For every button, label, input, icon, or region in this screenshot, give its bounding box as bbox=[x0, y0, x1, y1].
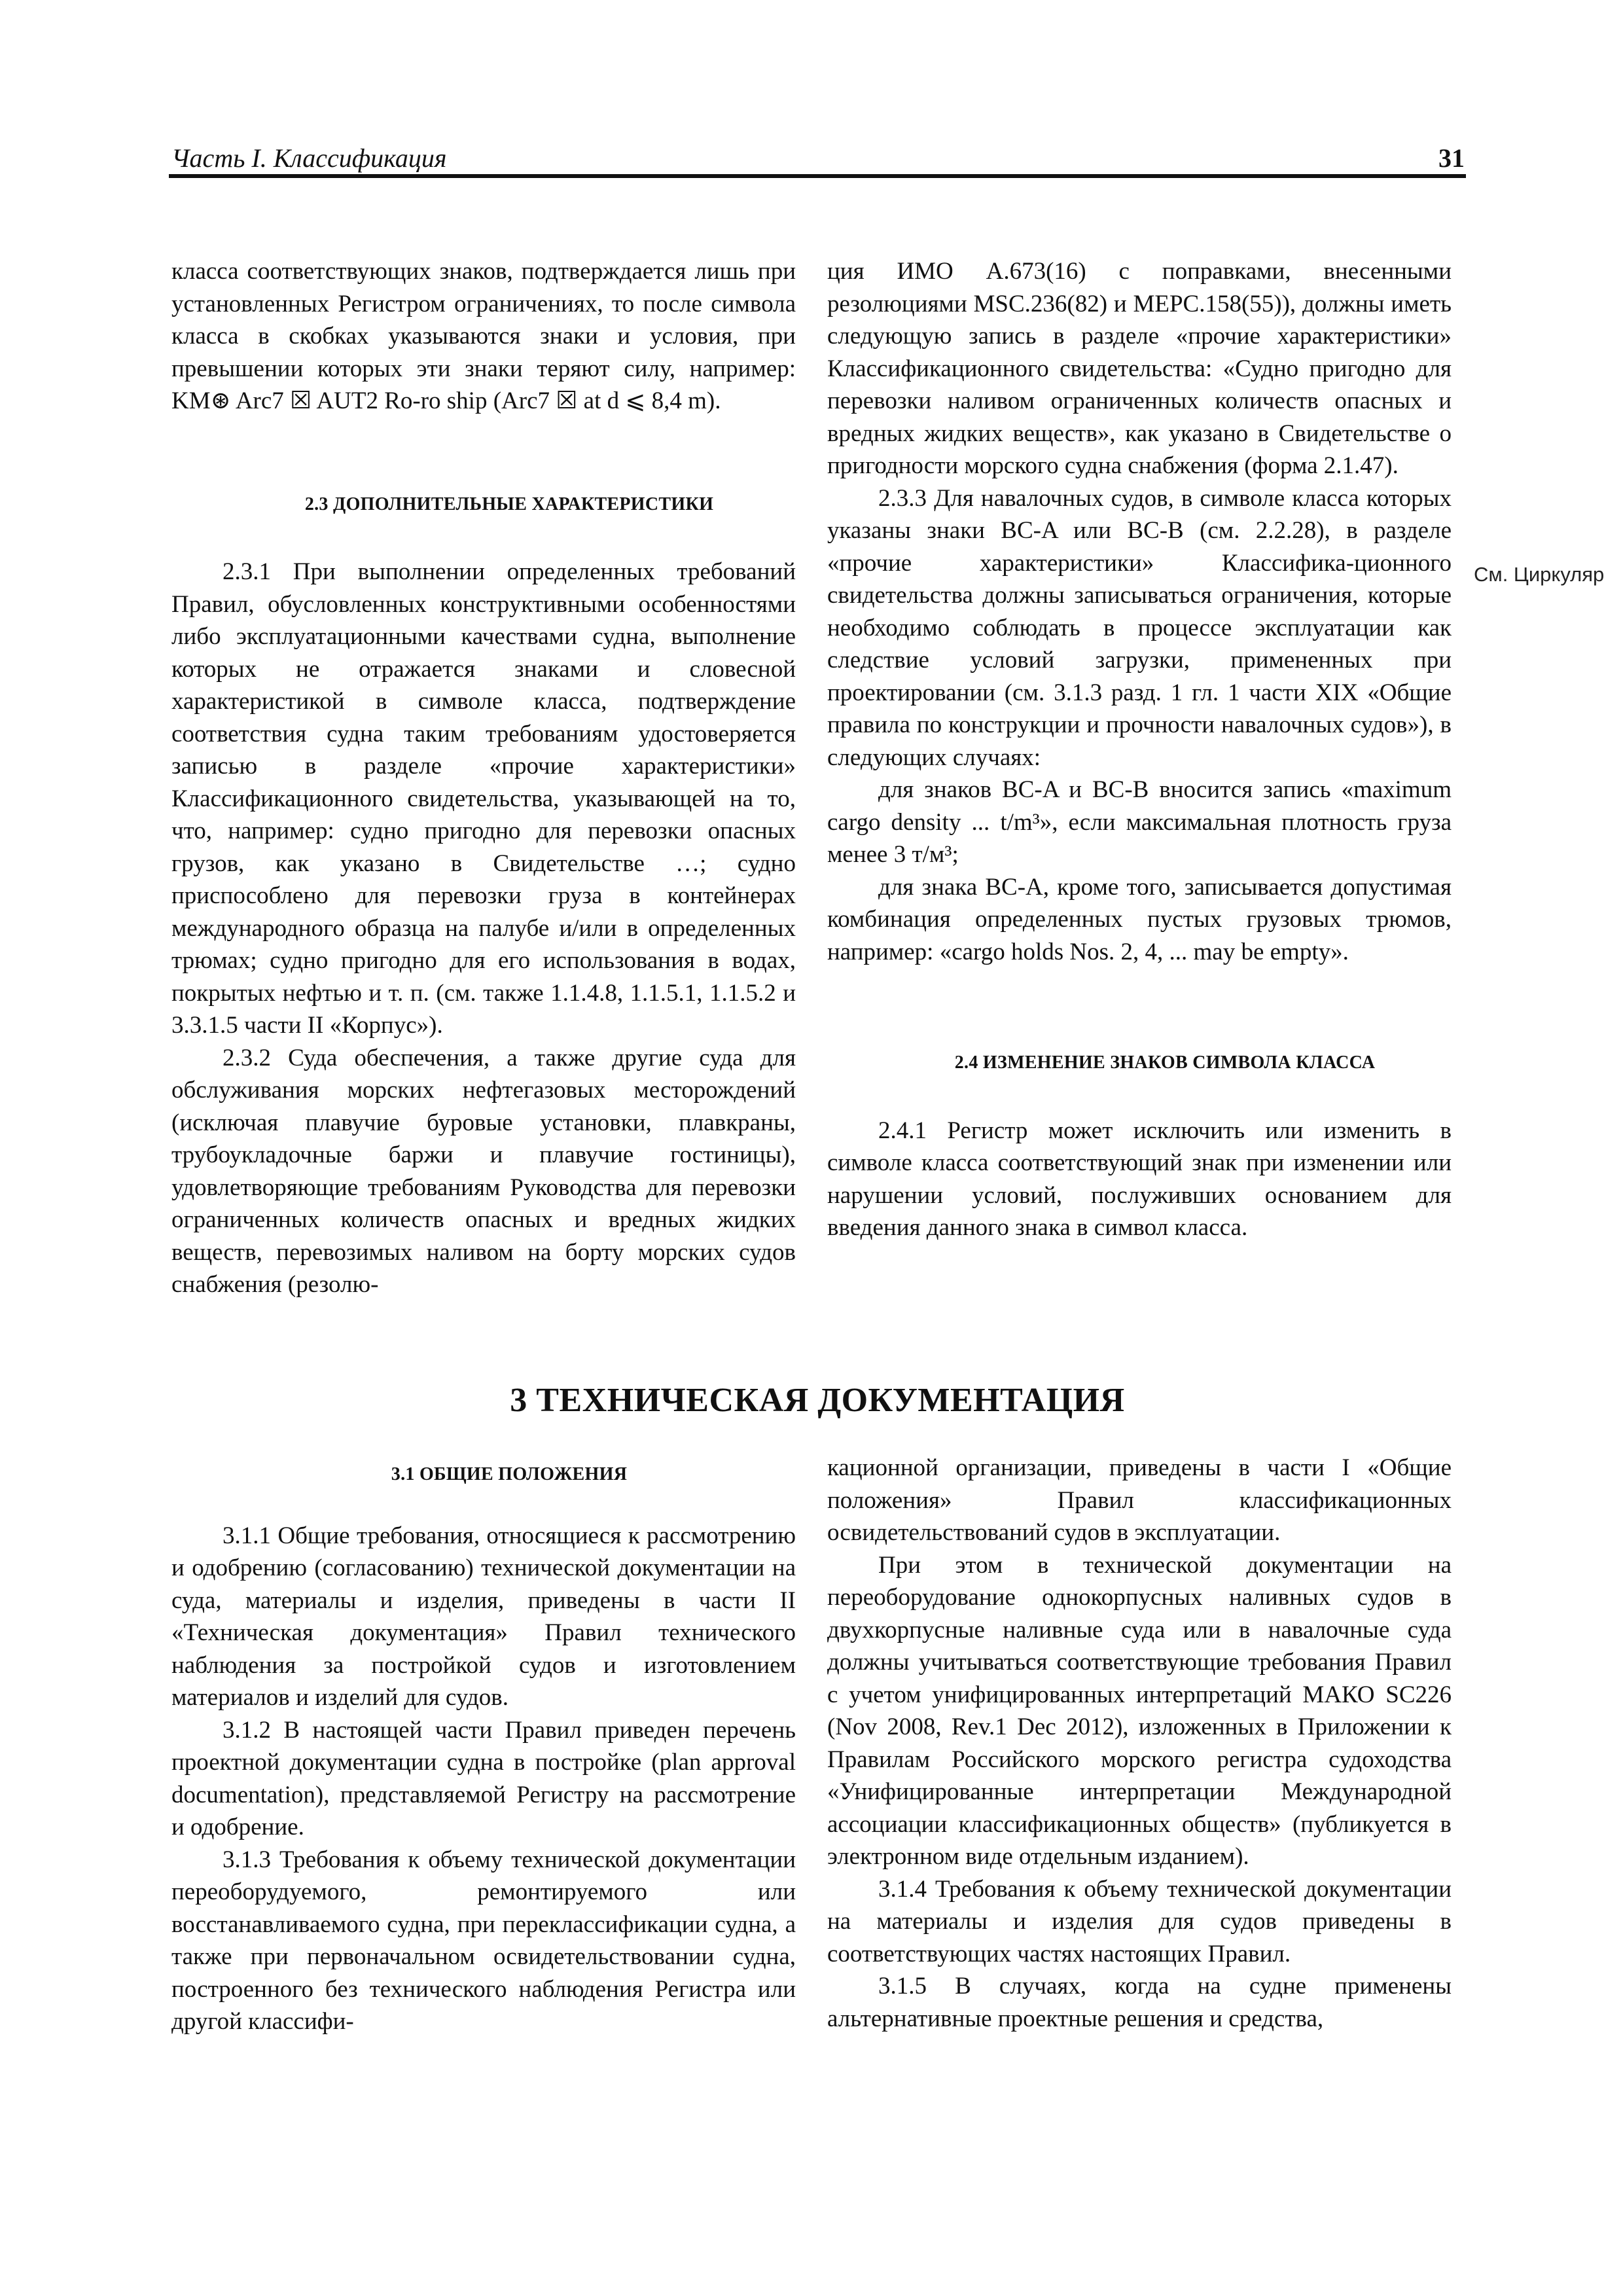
paragraph-2-3-2: 2.3.2 Суда обеспечения, а также другие суда для обслуживания морских нефтегазовых месторождений (исключая плавучие буровые установки, плавкраны, трубоукладочные баржи и плавучие гостиницы), удовлетворяющие требованиям Руководства для перевозки ограниченных количеств опасных и вредных жидких веществ, перевозимых наливом на борту морских судов снабжения (резолю- bbox=[171, 1044, 796, 1298]
paragraph-2-4-1: 2.4.1 Регистр может исключить или изменить в символе класса соответствующий знак при изменении или нарушении условий, послуживших основанием для введения данного знака в символ класса. bbox=[827, 1117, 1452, 1241]
paragraph-3-1-4: 3.1.4 Требования к объему технической документации на материалы и изделия для судов приведены в соответствующих частях настоящих Правил. bbox=[827, 1875, 1452, 1967]
margin-note-link[interactable]: См. Циркуляр bbox=[1474, 563, 1605, 586]
paragraph-continued: кационной организации, приведены в части I «Общие положения» Правил классификационных освидетельствований судов в эксплуатации. bbox=[827, 1454, 1452, 1546]
left-column-top bbox=[171, 255, 796, 1301]
subsection-heading-2-4: 2.4 ИЗМЕНЕНИЕ ЗНАКОВ СИМВОЛА КЛАССА bbox=[954, 1052, 1376, 1073]
left-column-bottom bbox=[171, 1458, 796, 2038]
paragraph-3-1-3: 3.1.3 Требования к объему технической документации переоборудуемого, ремонтируемого или восстанавливаемого судна, при переклассификации судна, а также при первоначальном освидетельствовании судна, построенного без технического наблюдения Регистра или другой классифи- bbox=[171, 1846, 796, 2035]
paragraph-3-1-2: 3.1.2 В настоящей части Правил приведен перечень проектной документации судна в постройке (plan approval documentation), представляемой Регистру на рассмотрение и одобрение. bbox=[171, 1716, 796, 1840]
subsection-heading-2-3: 2.3 ДОПОЛНИТЕЛЬНЫЕ ХАРАКТЕРИСТИКИ bbox=[304, 493, 714, 514]
paragraph-continued: класса соответствующих знаков, подтверждается лишь при установленных Регистром ограничениях, то после символа класса в скобках указываются знаки и условия, при превышении которых эти знаки теряют силу, например: KM⊛ Arc7 ☒ AUT2 Ro-ro ship (Arc7 ☒ at d ⩽ 8,4 m). bbox=[171, 258, 796, 414]
section-heading-3: 3 ТЕХНИЧЕСКАЯ ДОКУМЕНТАЦИЯ bbox=[510, 1382, 1125, 1419]
page-number: 31 bbox=[1438, 143, 1465, 173]
paragraph-3-1-5: 3.1.5 В случаях, когда на судне применены альтернативные проектные решения и средства, bbox=[827, 1973, 1452, 2032]
right-column-bottom bbox=[827, 1452, 1452, 2035]
paragraph-bc-a: для знака BC-A, кроме того, записывается допустимая комбинация определенных пустых грузовых трюмов, например: «cargo holds Nos. 2, 4, ... may be empty». bbox=[827, 873, 1452, 965]
subsection-heading-3-1: 3.1 ОБЩИЕ ПОЛОЖЕНИЯ bbox=[391, 1464, 628, 1484]
right-column-top bbox=[827, 255, 1452, 1244]
part-title: Часть I. Классификация bbox=[171, 143, 447, 173]
paragraph-conversion: При этом в технической документации на переоборудование однокорпусных наливных судов в двухкорпусные наливные суда или в навалочные суда должны учитываться соответствующие требования Правил с учетом унифицированных интерпретаций МАКО SC226 (Nov 2008, Rev.1 Dec 2012), изложенных в Приложении к Правилам Российского морского регистра судоходства «Унифицированные интерпретации Международной ассоциации классификационных обществ» (публикуется в электронном виде отдельным изданием). bbox=[827, 1551, 1452, 1870]
paragraph-3-1-1: 3.1.1 Общие требования, относящиеся к рассмотрению и одобрению (согласованию) технической документации на суда, материалы и изделия, приведены в части II «Техническая документация» Правил технического наблюдения за постройкой судов и изготовлением материалов и изделий для судов. bbox=[171, 1522, 796, 1711]
paragraph-continued: ция ИМО A.673(16) с поправками, внесенными резолюциями MSC.236(82) и MEPC.158(55)), должны иметь следующую запись в разделе «прочие характеристики» Классификационного свидетельства: «Судно пригодно для перевозки наливом ограниченных количеств опасных и вредных жидких веществ», как указано в Свидетельстве о пригодности морского судна снабжения (форма 2.1.47). bbox=[827, 258, 1452, 479]
paragraph-bc-a-bc-b: для знаков BC-A и BC-B вносится запись «maximum cargo density ... t/m³», если максимальная плотность груза менее 3 т/м³; bbox=[827, 776, 1452, 868]
paragraph-2-3-1: 2.3.1 При выполнении определенных требований Правил, обусловленных конструктивными особенностями либо эксплуатационными качествами судна, выполнение которых не отражается знаками и словесной характеристикой в символе класса, подтверждение соответствия судна таким требованиям удостоверяется записью в разделе «прочие характеристики» Классификационного свидетельства, указывающей на то, что, например: судно пригодно для перевозки опасных грузов, как указано в Свидетельстве …; судно приспособлено для перевозки груза в контейнерах международного образца на палубе и/или в определенных трюмах; судно пригодно для его использования в водах, покрытых нефтью и т. п. (см. также 1.1.4.8, 1.1.5.1, 1.1.5.2 и 3.3.1.5 части II «Корпус»). bbox=[171, 558, 796, 1039]
paragraph-2-3-3: 2.3.3 Для навалочных судов, в символе класса которых указаны знаки BC-A или BC-B (см. 2.2.28), в разделе «прочие характеристики» Классифика-ционного свидетельства должны записываться ограничения, которые необходимо соблюдать в процессе эксплуатации как следствие условий загрузки, примененных при проектировании (см. 3.1.3 разд. 1 гл. 1 части XIX «Общие правила по конструкции и прочности навалочных судов»), в следующих случаях: bbox=[827, 484, 1452, 771]
header-rule bbox=[169, 174, 1466, 178]
